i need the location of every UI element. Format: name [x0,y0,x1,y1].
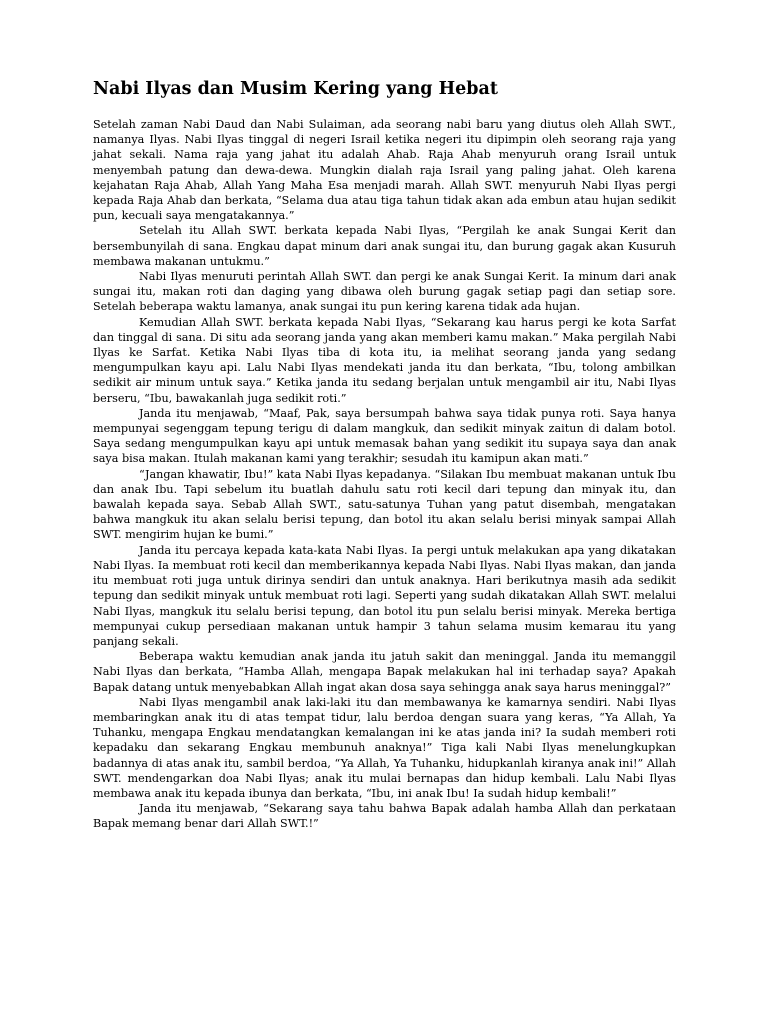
paragraph: Setelah itu Allah SWT. berkata kepada Nabi Ilyas, “Pergilah ke anak Sungai Kerit dan bersembunyilah di sana. Engkau dapat minum dari anak sungai itu, dan burung gagak akan Kusuruh membawa makanan untukmu.” [93,224,676,268]
paragraph: Janda itu menjawab, “Sekarang saya tahu bahwa Bapak adalah hamba Allah dan perkataan Bapak memang benar dari Allah SWT.!” [93,802,676,831]
paragraph: Janda itu percaya kepada kata-kata Nabi Ilyas. Ia pergi untuk melakukan apa yang dikatakan Nabi Ilyas. Ia membuat roti kecil dan memberikannya kepada Nabi Ilyas. Nabi Ilyas makan, dan janda itu membuat roti juga untuk dirinya sendiri dan untuk anaknya. Hari berikutnya masih ada sedikit tepung dan sedikit minyak untuk membuat roti lagi. Seperti yang sudah dikatakan Allah SWT. melalui Nabi Ilyas, mangkuk itu selalu berisi tepung, dan botol itu pun selalu berisi minyak. Mereka bertiga mempunyai cukup persediaan makanan untuk hampir 3 tahun selama musim kemarau itu yang panjang sekali. [93,543,676,648]
paragraph: Setelah zaman Nabi Daud dan Nabi Sulaiman, ada seorang nabi baru yang diutus oleh Allah SWT., namanya Ilyas. Nabi Ilyas tinggal di negeri Israil ketika negeri itu dipimpin oleh seorang raja yang jahat sekali. Nama raja yang jahat itu adalah Ahab. Raja Ahab menyuruh orang Israil untuk menyembah patung dan dewa-dewa. Mungkin dialah raja Israil yang paling jahat. Oleh karena kejahatan Raja Ahab, Allah Yang Maha Esa menjadi marah. Allah SWT. menyuruh Nabi Ilyas pergi kepada Raja Ahab dan berkata, “Selama dua atau tiga tahun tidak akan ada embun atau hujan sedikit pun, kecuali saya mengatakannya.” [93,118,676,223]
document-title: Nabi Ilyas dan Musim Kering yang Hebat [93,79,498,99]
paragraph: Kemudian Allah SWT. berkata kepada Nabi Ilyas, “Sekarang kau harus pergi ke kota Sarfat dan tinggal di sana. Di situ ada seorang janda yang akan memberi kamu makan.” Maka pergilah Nabi Ilyas ke Sarfat. Ketika Nabi Ilyas tiba di kota itu, ia melihat seorang janda yang sedang mengumpulkan kayu api. Lalu Nabi Ilyas mendekati janda itu dan berkata, “Ibu, tolong ambilkan sedikit air minum untuk saya.” Ketika janda itu sedang berjalan untuk mengambil air itu, Nabi Ilyas berseru, “Ibu, bawakanlah juga sedikit roti.” [93,315,676,405]
document-body [93,117,676,832]
paragraph: Nabi Ilyas mengambil anak laki-laki itu dan membawanya ke kamarnya sendiri. Nabi Ilyas membaringkan anak itu di atas tempat tidur, lalu berdoa dengan suara yang keras, “Ya Allah, Ya Tuhanku, mengapa Engkau mendatangkan kemalangan ini ke atas janda ini? Ia sudah memberi roti kepadaku dan sekarang Engkau membunuh anaknya!” Tiga kali Nabi Ilyas menelungkupkan badannya di atas anak itu, sambil berdoa, “Ya Allah, Ya Tuhanku, hidupkanlah kiranya anak ini!” Allah SWT. mendengarkan doa Nabi Ilyas; anak itu mulai bernapas dan hidup kembali. Lalu Nabi Ilyas membawa anak itu kepada ibunya dan berkata, “Ibu, ini anak Ibu! Ia sudah hidup kembali!” [93,695,676,800]
paragraph: Beberapa waktu kemudian anak janda itu jatuh sakit dan meninggal. Janda itu memanggil Nabi Ilyas dan berkata, “Hamba Allah, mengapa Bapak melakukan hal ini terhadap saya? Apakah Bapak datang untuk menyebabkan Allah ingat akan dosa saya sehingga anak saya harus meninggal?” [93,650,676,694]
paragraph: Nabi Ilyas menuruti perintah Allah SWT. dan pergi ke anak Sungai Kerit. Ia minum dari anak sungai itu, makan roti dan daging yang dibawa oleh burung gagak setiap pagi dan setiap sore. Setelah beberapa waktu lamanya, anak sungai itu pun kering karena tidak ada hujan. [93,270,676,314]
paragraph: “Jangan khawatir, Ibu!” kata Nabi Ilyas kepadanya. “Silakan Ibu membuat makanan untuk Ibu dan anak Ibu. Tapi sebelum itu buatlah dahulu satu roti kecil dari tepung dan minyak itu, dan bawalah kepada saya. Sebab Allah SWT., satu-satunya Tuhan yang patut disembah, mengatakan bahwa mangkuk itu akan selalu berisi tepung, dan botol itu akan selalu berisi minyak sampai Allah SWT. mengirim hujan ke bumi.” [93,467,676,542]
document-page [93,78,676,832]
paragraph: Janda itu menjawab, “Maaf, Pak, saya bersumpah bahwa saya tidak punya roti. Saya hanya mempunyai segenggam tepung terigu di dalam mangkuk, dan sedikit minyak zaitun di dalam botol. Saya sedang mengumpulkan kayu api untuk memasak bahan yang sedikit itu supaya saya dan anak saya bisa makan. Itulah makanan kami yang terakhir; sesudah itu kamipun akan mati.” [93,406,676,466]
